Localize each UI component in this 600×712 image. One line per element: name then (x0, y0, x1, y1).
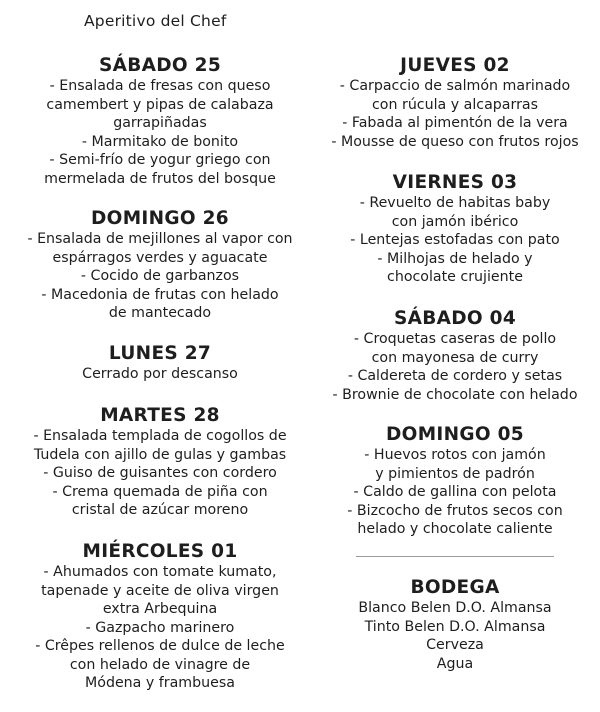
menu-line: - Lentejas estofadas con pato (350, 232, 560, 248)
menu-line: - Huevos rotos con jamón (364, 447, 546, 463)
menu-line: - Carpaccio de salmón marinado (339, 78, 571, 94)
drink-line: Cerveza (426, 637, 484, 653)
menu-line: - Bizcocho de frutos secos con (347, 502, 563, 519)
menu-line: - Mousse de queso con frutos rojos (331, 133, 579, 150)
menu-line: - Ensalada de fresas con queso (49, 78, 271, 94)
day-title: MIÉRCOLES 01 (82, 541, 238, 562)
menu-line: helado y chocolate caliente (357, 521, 553, 537)
day-title: MARTES 28 (100, 405, 220, 426)
day-section (296, 424, 600, 539)
menu-line: camembert y pipas de calabaza (46, 96, 274, 113)
menu-line: Tudela con ajillo de gulas y gambas (33, 446, 287, 463)
menu-line: - Milhojas de helado y (377, 250, 533, 267)
bodega-title: BODEGA (410, 577, 500, 598)
section-divider (356, 556, 554, 557)
menu-line: - Gazpacho marinero (85, 619, 235, 636)
menu-line: - Macedonia de frutas con helado (41, 286, 279, 303)
menu-line: - Crema quemada de piña con (52, 483, 268, 500)
day-title: DOMINGO 05 (386, 424, 524, 445)
menu-line: chocolate crujiente (387, 269, 523, 285)
menu-line: - Ensalada de mejillones al vapor con (27, 231, 293, 247)
menu-line: de mantecado (108, 305, 212, 321)
day-section (296, 308, 600, 404)
day-title: JUEVES 02 (400, 55, 510, 76)
day-title: DOMINGO 26 (91, 208, 229, 229)
menu-line: - Crêpes rellenos de dulce de leche (35, 638, 285, 654)
menu-line: - Semi-frío de yogur griego con (49, 152, 271, 168)
day-section (0, 343, 320, 384)
day-section (0, 541, 320, 693)
menu-line: - Guiso de guisantes con cordero (43, 465, 277, 481)
drink-line: Blanco Belen D.O. Almansa (358, 600, 552, 616)
menu-line: extra Arbequina (102, 601, 218, 617)
menu-line: garrapiñadas (113, 115, 207, 131)
menu-line: con mayonesa de curry (371, 349, 539, 366)
menu-line: Módena y frambuesa (85, 675, 235, 691)
menu-line: - Fabada al pimentón de la vera (342, 115, 568, 131)
menu-line: - Revuelto de habitas baby (359, 195, 551, 211)
menu-line: Cerrado por descanso (82, 366, 238, 382)
day-section (296, 172, 600, 287)
menu-line: - Marmitako de bonito (81, 133, 239, 150)
day-section (0, 405, 320, 520)
menu-line: mermelada de frutos del bosque (44, 170, 276, 187)
day-title: SÁBADO 25 (98, 55, 222, 76)
day-title: VIERNES 03 (392, 172, 518, 193)
menu-header: Aperitivo del Chef (84, 12, 227, 30)
menu-line: espárragos verdes y aguacate (52, 249, 268, 266)
day-title: SÁBADO 04 (393, 308, 517, 329)
menu-line: y pimientos de padrón (375, 465, 535, 482)
menu-line: - Cocido de garbanzos (80, 268, 240, 284)
day-section (296, 55, 600, 151)
menu-line: tapenade y aceite de oliva virgen (41, 582, 279, 599)
menu-line: - Ahumados con tomate kumato, (43, 564, 277, 580)
drink-line: Agua (436, 655, 474, 672)
drink-line: Tinto Belen D.O. Almansa (364, 618, 546, 635)
menu-line: - Croquetas caseras de pollo (353, 331, 557, 347)
bodega-section (296, 577, 600, 673)
menu-line: con jamón ibérico (391, 213, 519, 230)
menu-line: - Ensalada templada de cogollos de (33, 428, 287, 444)
menu-line: con helado de vinagre de (69, 656, 251, 673)
menu-line: - Caldereta de cordero y setas (347, 368, 563, 384)
day-section (0, 208, 320, 323)
day-title: LUNES 27 (108, 343, 212, 364)
menu-line: con rúcula y alcaparras (372, 96, 538, 113)
menu-line: cristal de azúcar moreno (71, 502, 249, 518)
menu-line: - Brownie de chocolate con helado (332, 386, 578, 403)
menu-line: - Caldo de gallina con pelota (353, 484, 557, 500)
day-section (0, 55, 320, 188)
